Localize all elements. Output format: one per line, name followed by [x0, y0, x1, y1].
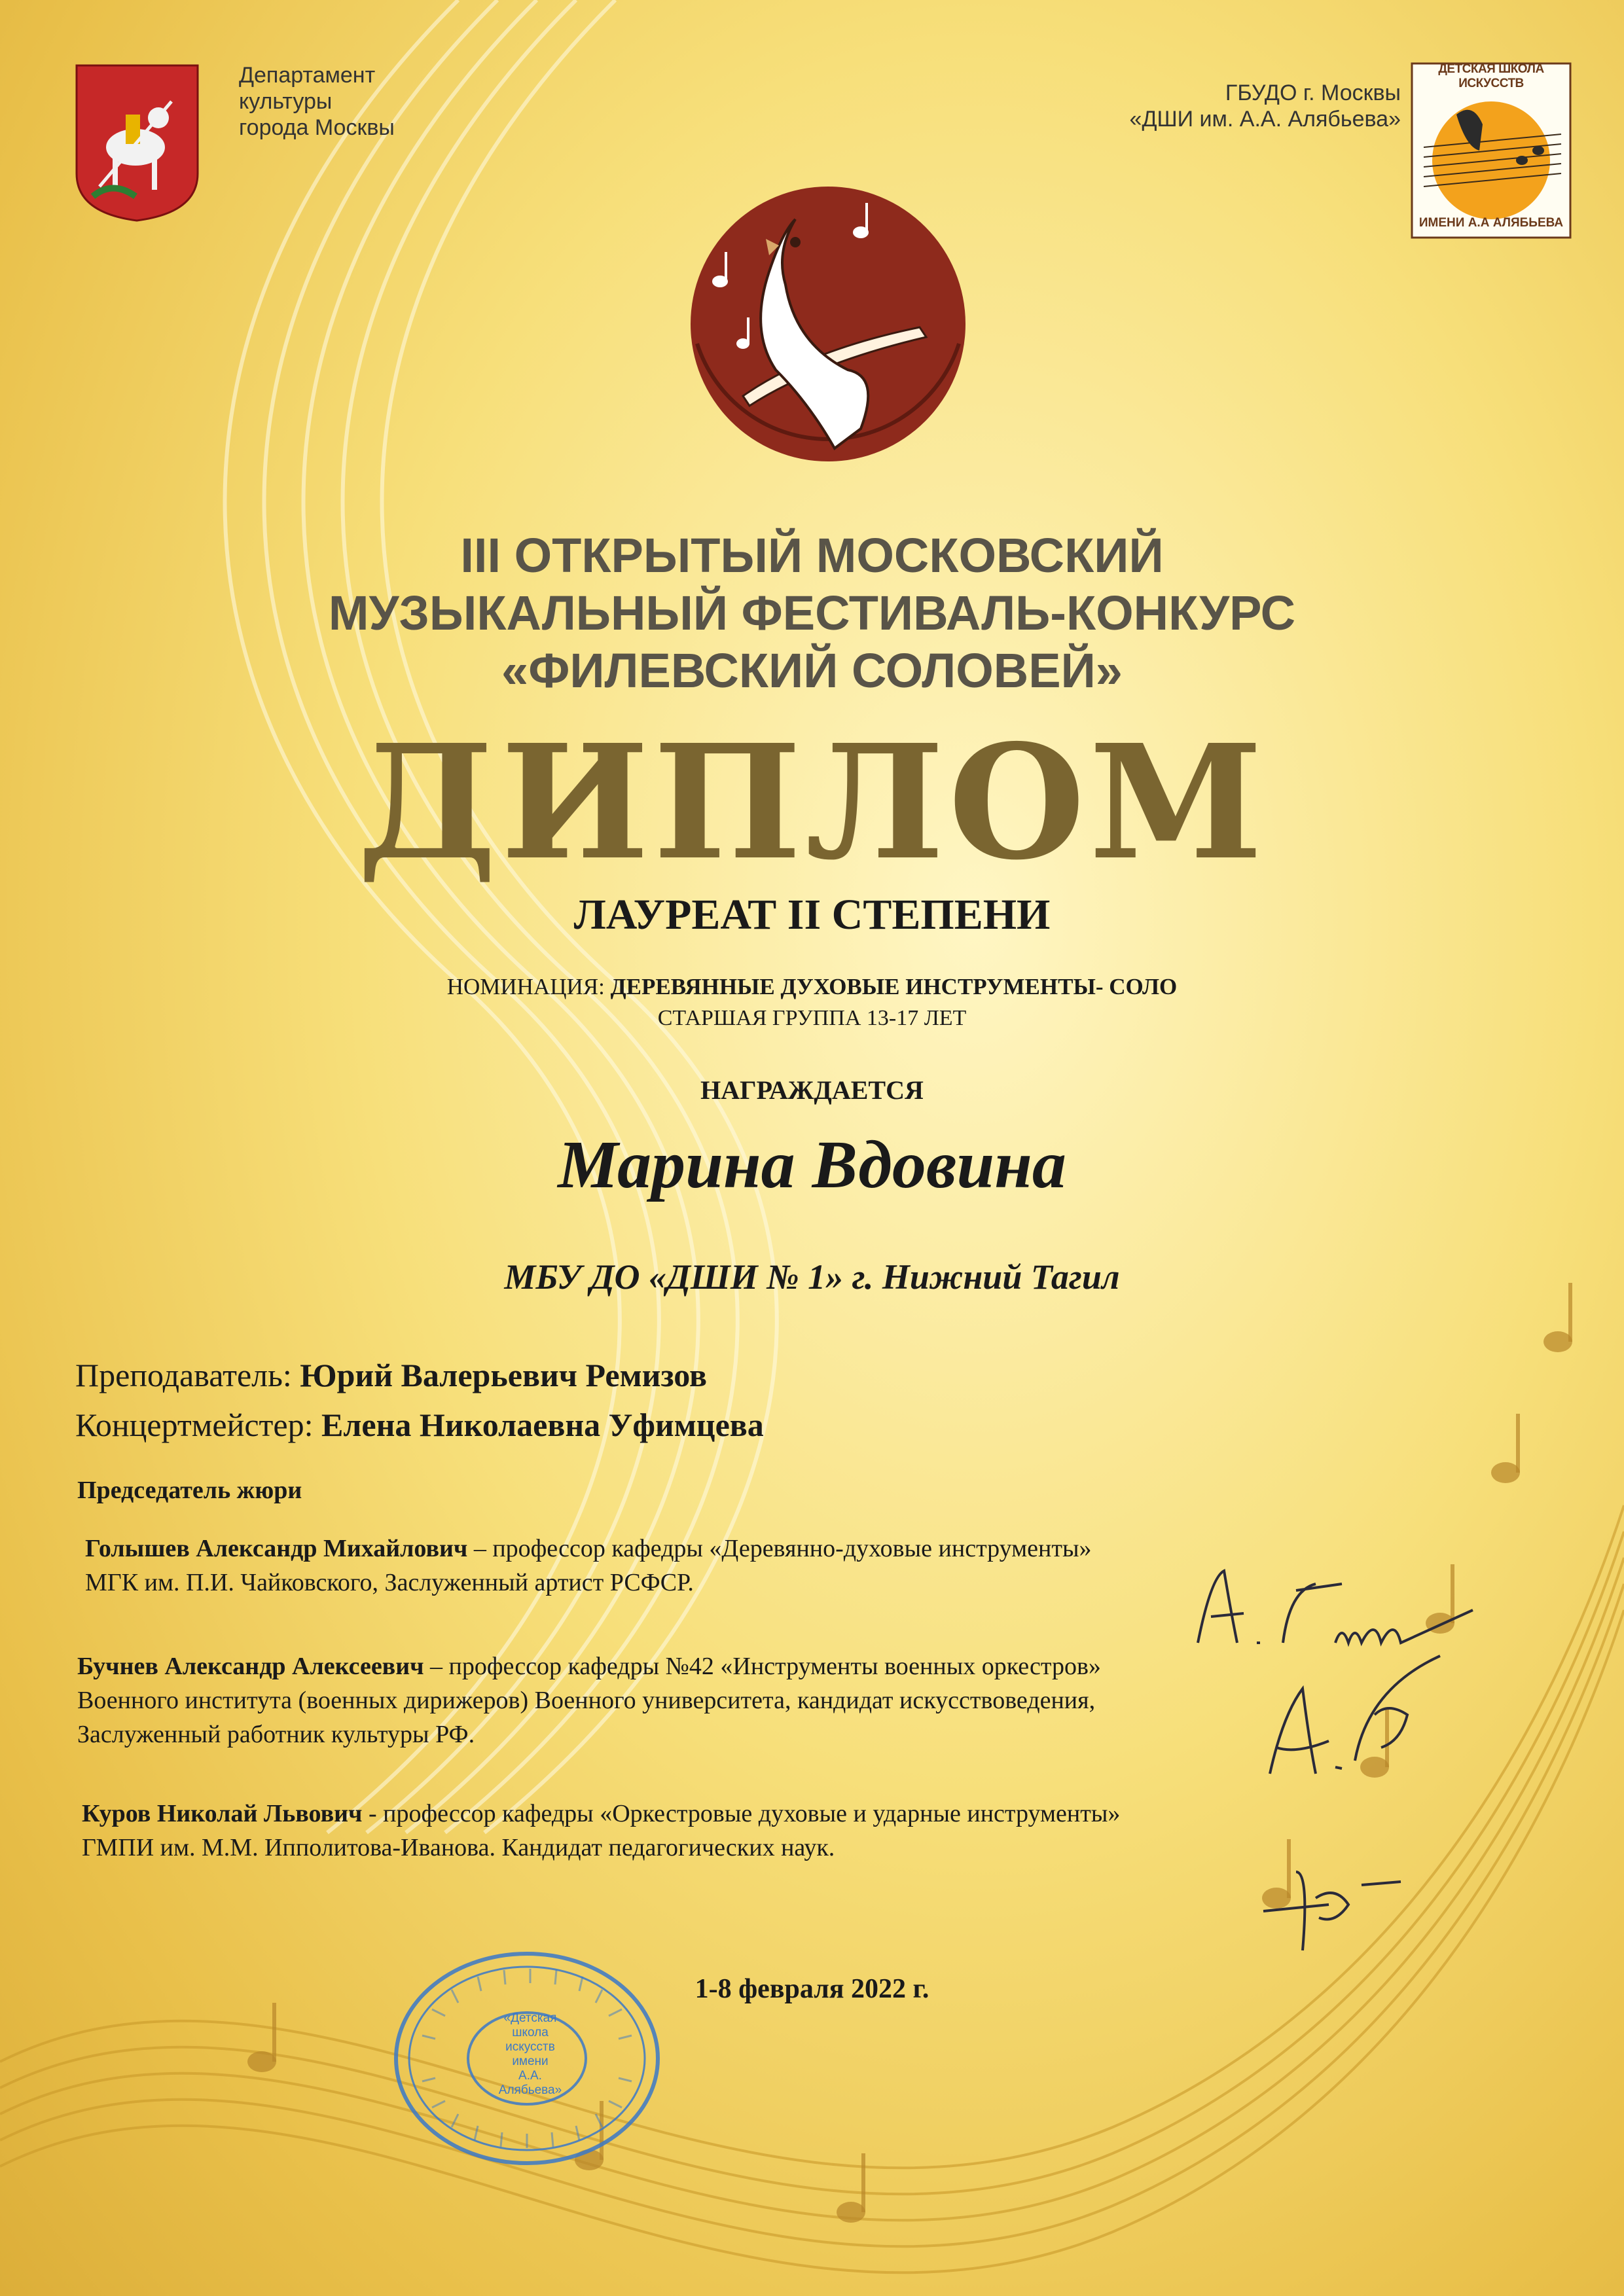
school-name — [982, 80, 1401, 132]
recipient-school: МБУ ДО «ДШИ № 1» г. Нижний Тагил — [504, 1257, 1120, 1297]
department-line-3: города Москвы — [239, 115, 395, 140]
teacher-label: Преподаватель: — [75, 1357, 300, 1393]
teacher-name: Юрий Валерьевич Ремизов — [300, 1357, 708, 1393]
department-line-1: Департамент — [239, 63, 376, 88]
jury-member — [85, 1532, 1092, 1600]
nomination — [0, 974, 1624, 1000]
stamp-line-4: А.А. Алябьева» — [498, 2069, 562, 2097]
diploma-title: ДИПЛОМ — [357, 710, 1267, 895]
department-line-2: культуры — [239, 89, 333, 114]
awarded-label: НАГРАЖДАЕТСЯ — [700, 1075, 924, 1105]
signature-buchnev — [1257, 1649, 1447, 1793]
nomination-value: ДЕРЕВЯННЫЕ ДУХОВЫЕ ИНСТРУМЕНТЫ- СОЛО — [610, 974, 1178, 999]
festival-title-line-3: «ФИЛЕВСКИЙ СОЛОВЕЙ» — [501, 643, 1123, 698]
jury-member-2-line-2: Военного института (военных дирижеров) Военного университета, кандидат искусствоведения, — [77, 1687, 1096, 1714]
jury-member-2-line-1 — [77, 1649, 1101, 1683]
jury-chair-label: Председатель жюри — [77, 1477, 302, 1504]
jury-member — [77, 1649, 1101, 1751]
jury-member — [82, 1797, 1120, 1865]
moscow-coat-of-arms-icon — [73, 62, 201, 223]
recipient-name: Марина Вдовина — [558, 1127, 1066, 1202]
jury-member-1-title: – профессор кафедры «Деревянно-духовые инструменты» — [467, 1535, 1092, 1562]
signature-golyshev — [1185, 1551, 1479, 1662]
accompanist-name: Елена Николаевна Уфимцева — [321, 1407, 764, 1443]
accompanist-label: Концертмейстер: — [75, 1407, 321, 1443]
jury-member-3-line-1 — [82, 1797, 1120, 1831]
stamp-line-1: «Детская школа — [503, 2011, 557, 2039]
school-logo-caption-top: ДЕТСКАЯ ШКОЛА ИСКУССТВ — [1438, 62, 1544, 90]
school-logo-caption-bottom: ИМЕНИ А.А АЛЯБЬЕВА — [1418, 216, 1564, 230]
festival-title — [0, 527, 1624, 700]
nomination-label: НОМИНАЦИЯ: — [446, 974, 611, 999]
teacher — [75, 1356, 707, 1394]
stamp-center-text — [488, 2011, 573, 2098]
school-line-2: «ДШИ им. А.А. Алябьева» — [1129, 107, 1401, 132]
jury-member-1-line-2: МГК им. П.И. Чайковского, Заслуженный артист РСФСР. — [85, 1569, 694, 1596]
jury-member-1-name: Голышев Александр Михайлович — [85, 1535, 468, 1562]
nightingale-festival-logo-icon — [645, 180, 1011, 488]
jury-member-3-name: Куров Николай Львович — [82, 1800, 363, 1827]
signature-kurov — [1257, 1859, 1407, 1957]
jury-member-1-line-1 — [85, 1532, 1092, 1566]
laureate-degree: ЛАУРЕАТ II СТЕПЕНИ — [573, 891, 1051, 939]
school-line-1: ГБУДО г. Москвы — [1225, 81, 1401, 105]
jury-member-2-line-3: Заслуженный работник культуры РФ. — [77, 1721, 475, 1748]
festival-title-line-2: МУЗЫКАЛЬНЫЙ ФЕСТИВАЛЬ-КОНКУРС — [328, 586, 1296, 640]
accompanist — [75, 1406, 764, 1444]
festival-title-line-1: III ОТКРЫТЫЙ МОСКОВСКИЙ — [460, 528, 1164, 583]
stamp-line-2: искусств — [505, 2040, 555, 2054]
jury-member-2-name: Бучнев Александр Алексеевич — [77, 1653, 424, 1680]
jury-member-3-title: - профессор кафедры «Оркестровые духовые и ударные инструменты» — [362, 1800, 1121, 1827]
stamp-line-3: имени — [512, 2054, 549, 2068]
age-group: СТАРШАЯ ГРУППА 13-17 ЛЕТ — [657, 1006, 967, 1030]
jury-member-2-title: – профессор кафедры №42 «Инструменты военных оркестров» — [424, 1653, 1101, 1680]
jury-member-3-line-2: ГМПИ им. М.М. Ипполитова-Иванова. Кандидат педагогических наук. — [82, 1834, 835, 1861]
festival-dates: 1-8 февраля 2022 г. — [695, 1974, 929, 2004]
department-name — [239, 62, 501, 141]
